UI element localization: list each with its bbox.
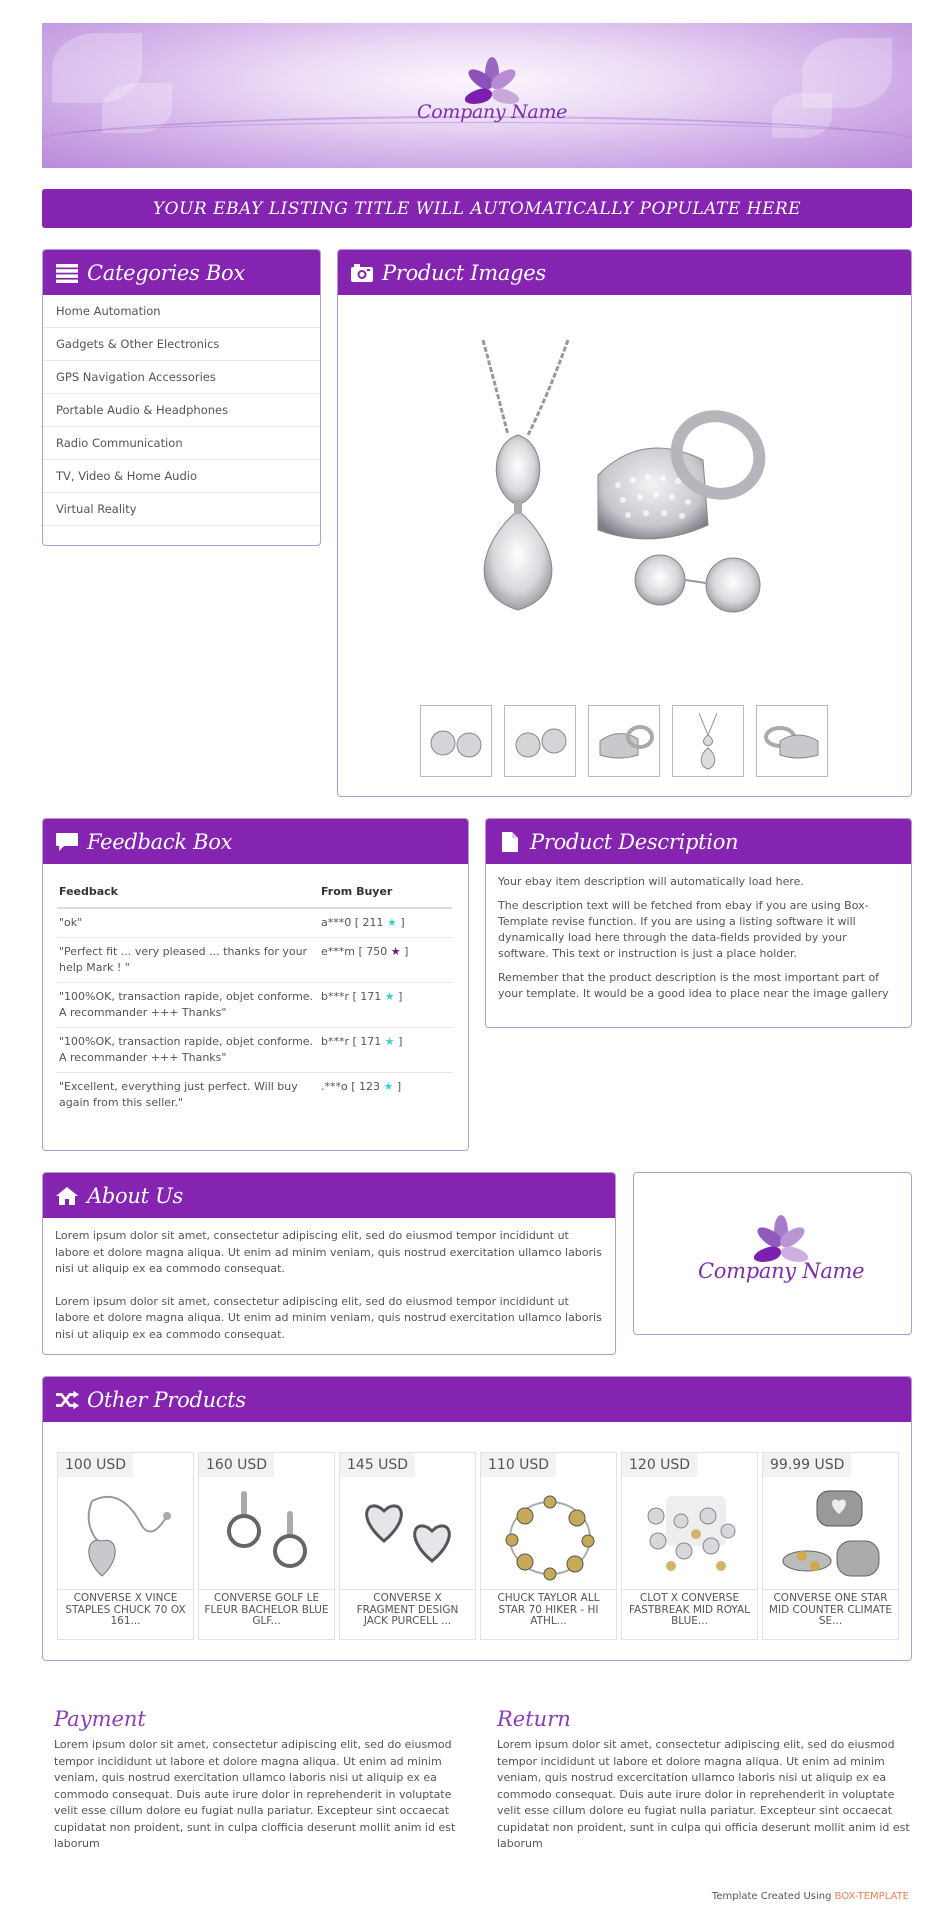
product-card[interactable] xyxy=(480,1452,617,1640)
camera-icon xyxy=(350,261,374,285)
categories-title: Categories Box xyxy=(87,260,245,285)
list-icon xyxy=(55,261,79,285)
product-images-header xyxy=(338,250,911,295)
product-price: 110 USD xyxy=(481,1453,556,1477)
category-item[interactable]: TV, Video & Home Audio xyxy=(43,460,320,493)
category-item[interactable]: Home Automation xyxy=(43,295,320,328)
product-price: 99.99 USD xyxy=(763,1453,851,1477)
categories-box xyxy=(42,249,321,546)
product-price: 100 USD xyxy=(58,1453,133,1477)
product-image[interactable] xyxy=(632,1483,749,1588)
feedback-row xyxy=(57,908,452,938)
feedback-text: "100%OK, transaction rapide, objet conforme. A recommander +++ Thanks" xyxy=(57,1028,319,1073)
thumbnail[interactable] xyxy=(420,705,492,777)
feedback-column-header: Feedback xyxy=(57,876,319,908)
template-credit xyxy=(712,1891,909,1902)
product-name[interactable]: CONVERSE ONE STAR MID COUNTER CLIMATE SE... xyxy=(763,1589,898,1628)
product-price: 120 USD xyxy=(622,1453,697,1477)
feedback-header xyxy=(43,819,468,864)
product-card[interactable] xyxy=(57,1452,194,1640)
company-logo xyxy=(698,1215,864,1283)
feedback-text: "ok" xyxy=(57,908,319,938)
description-paragraph: Your ebay item description will automatically load here. xyxy=(498,875,804,888)
product-image[interactable] xyxy=(68,1483,185,1588)
thumbnail[interactable] xyxy=(504,705,576,777)
description-paragraph: Remember that the product description is the most important part of your template. It would be a good idea to place near the image gallery xyxy=(498,971,889,1000)
product-card[interactable] xyxy=(198,1452,335,1640)
return-section xyxy=(497,1707,917,1853)
product-card[interactable] xyxy=(339,1452,476,1640)
thumbnail[interactable] xyxy=(672,705,744,777)
feedback-text: "Excellent, everything just perfect. Will buy again from this seller." xyxy=(59,1080,298,1109)
logo-box xyxy=(633,1172,912,1335)
star-icon: ★ xyxy=(390,945,401,958)
product-card[interactable] xyxy=(762,1452,899,1640)
payment-title: Payment xyxy=(54,1707,146,1731)
comment-icon xyxy=(55,830,79,854)
category-item[interactable]: GPS Navigation Accessories xyxy=(43,361,320,394)
product-images-box xyxy=(337,249,912,797)
category-item[interactable]: Virtual Reality xyxy=(43,493,320,526)
product-image[interactable] xyxy=(491,1483,608,1588)
star-icon: ★ xyxy=(387,916,397,929)
about-body xyxy=(43,1218,615,1355)
feedback-text: "Perfect fit ... very pleased ... thanks for your help Mark ! " xyxy=(57,938,319,983)
banner-swirl xyxy=(42,122,912,162)
feedback-row xyxy=(57,1028,452,1073)
star-icon: ★ xyxy=(384,1035,395,1048)
product-name[interactable]: CONVERSE X FRAGMENT DESIGN JACK PURCELL ... xyxy=(340,1589,475,1628)
company-logo xyxy=(417,57,567,123)
flower-icon xyxy=(460,57,524,103)
shuffle-icon xyxy=(55,1388,79,1412)
product-image[interactable] xyxy=(209,1483,326,1588)
credit-prefix: Template Created Using xyxy=(711,1891,835,1902)
product-name[interactable]: CHUCK TAYLOR ALL STAR 70 HIKER - HI ATHL... xyxy=(481,1589,616,1628)
buyer-info: b***r [ 171 ★ ] xyxy=(319,983,452,1028)
header-banner xyxy=(42,23,912,168)
feedback-row xyxy=(57,983,452,1028)
description-body xyxy=(486,864,911,1020)
category-list xyxy=(43,295,320,526)
other-products-title: Other Products xyxy=(87,1387,246,1412)
home-icon xyxy=(55,1184,79,1208)
feedback-box xyxy=(42,818,469,1151)
product-name[interactable]: CONVERSE X VINCE STAPLES CHUCK 70 OX 161... xyxy=(58,1589,193,1628)
company-name: Company Name xyxy=(698,1259,865,1283)
product-name[interactable]: CLOT X CONVERSE FASTBREAK MID ROYAL BLUE... xyxy=(622,1589,757,1628)
category-item[interactable]: Radio Communication xyxy=(43,427,320,460)
product-image[interactable] xyxy=(773,1483,890,1588)
about-title: About Us xyxy=(87,1183,183,1208)
listing-title: YOUR EBAY LISTING TITLE WILL AUTOMATICALLY POPULATE HERE xyxy=(42,189,912,228)
file-icon xyxy=(498,830,522,854)
feedback-row xyxy=(57,1073,452,1118)
category-item[interactable]: Gadgets & Other Electronics xyxy=(43,328,320,361)
product-grid xyxy=(57,1452,899,1640)
buyer-info: .***o [ 123 ★ ] xyxy=(321,1080,402,1093)
star-icon: ★ xyxy=(384,990,395,1003)
description-paragraph: The description text will be fetched from ebay if you are using Box-Template revise function. If you are using a listing software it will dynamically load here through the data-fields provided by your software. This text or instruction is just a place holder. xyxy=(498,899,869,960)
other-products-header xyxy=(43,1377,911,1422)
product-name[interactable]: CONVERSE GOLF LE FLEUR BACHELOR BLUE GLF... xyxy=(199,1589,334,1628)
buyer-info: e***m [ 750 ★ ] xyxy=(319,938,452,983)
buyer-column-header: From Buyer xyxy=(319,876,452,908)
thumbnail[interactable] xyxy=(588,705,660,777)
thumbnail[interactable] xyxy=(756,705,828,777)
other-products-box xyxy=(42,1376,912,1661)
company-name: Company Name xyxy=(417,101,568,123)
categories-header xyxy=(43,250,320,295)
product-price: 145 USD xyxy=(340,1453,415,1477)
buyer-info: b***r [ 171 ★ ] xyxy=(319,1028,452,1073)
category-item[interactable]: Portable Audio & Headphones xyxy=(43,394,320,427)
star-icon: ★ xyxy=(383,1080,394,1093)
product-image[interactable] xyxy=(350,1483,467,1588)
about-us-box xyxy=(42,1172,616,1355)
payment-text: Lorem ipsum dolor sit amet, consectetur adipiscing elit, sed do eiusmod tempor incididunt ut labore et dolore magna aliqua. Ut enim ad minim veniam, quis nostrud exercitation ullamco laboris nisi ut aliquip ex ea commodo consequat. Duis aute irure dolor in reprehenderit in voluptate velit esse cillum dolore eu fugiat nulla pariatur. Excepteur sint occaecat cupidatat non proident, sunt in culpa clofficia deserunt mollit anim id est laborum xyxy=(54,1738,456,1850)
return-text: Lorem ipsum dolor sit amet, consectetur adipiscing elit, sed do eiusmod tempor incididunt ut labore et dolore magna aliqua. Ut enim ad minim veniam, quis nostrud excercitation ullamco laboris nisi ut aliquip ex ea commodo consequat. Duis aute irure dolor in reprehenderit in voluptate velit esse cillum dolore eu fugiat nulla pariatur. Excepteur sint occaecat cupidatat non proident, sunt in culpa qui officia deserunt mollit anim id est laborum xyxy=(497,1738,910,1850)
return-title: Return xyxy=(497,1707,571,1731)
about-header xyxy=(43,1173,615,1218)
credit-brand-link[interactable]: BOX-TEMPLATE xyxy=(834,1891,909,1902)
product-price: 160 USD xyxy=(199,1453,274,1477)
product-card[interactable] xyxy=(621,1452,758,1640)
flower-icon xyxy=(749,1215,813,1261)
about-paragraph: Lorem ipsum dolor sit amet, consectetur adipiscing elit, sed do eiusmod tempor incididunt ut labore et dolore magna aliqua. Ut enim ad minim veniam, quis nostrud exercitation ullamco laboris nisi ut aliquip ex ea commodo consequat. xyxy=(55,1294,602,1341)
payment-section xyxy=(54,1707,474,1853)
about-paragraph: Lorem ipsum dolor sit amet, consectetur adipiscing elit, sed do eiusmod tempor incididunt ut labore et dolore magna aliqua. Ut enim ad minim veniam, quis nostrud exercitation ullamco laboris nisi ut aliquip ex ea commodo consequat. xyxy=(55,1229,602,1275)
main-product-image[interactable] xyxy=(428,335,788,635)
product-images-title: Product Images xyxy=(382,260,546,285)
description-title: Product Description xyxy=(530,829,739,854)
feedback-text: "100%OK, transaction rapide, objet conforme. A recommander +++ Thanks" xyxy=(57,983,319,1028)
feedback-row xyxy=(57,938,452,983)
buyer-info: a***0 [ 211 ★ ] xyxy=(319,908,452,938)
thumbnail-strip xyxy=(420,705,828,777)
feedback-title: Feedback Box xyxy=(87,829,233,854)
feedback-table xyxy=(57,876,452,1117)
description-header xyxy=(486,819,911,864)
product-description-box xyxy=(485,818,912,1028)
